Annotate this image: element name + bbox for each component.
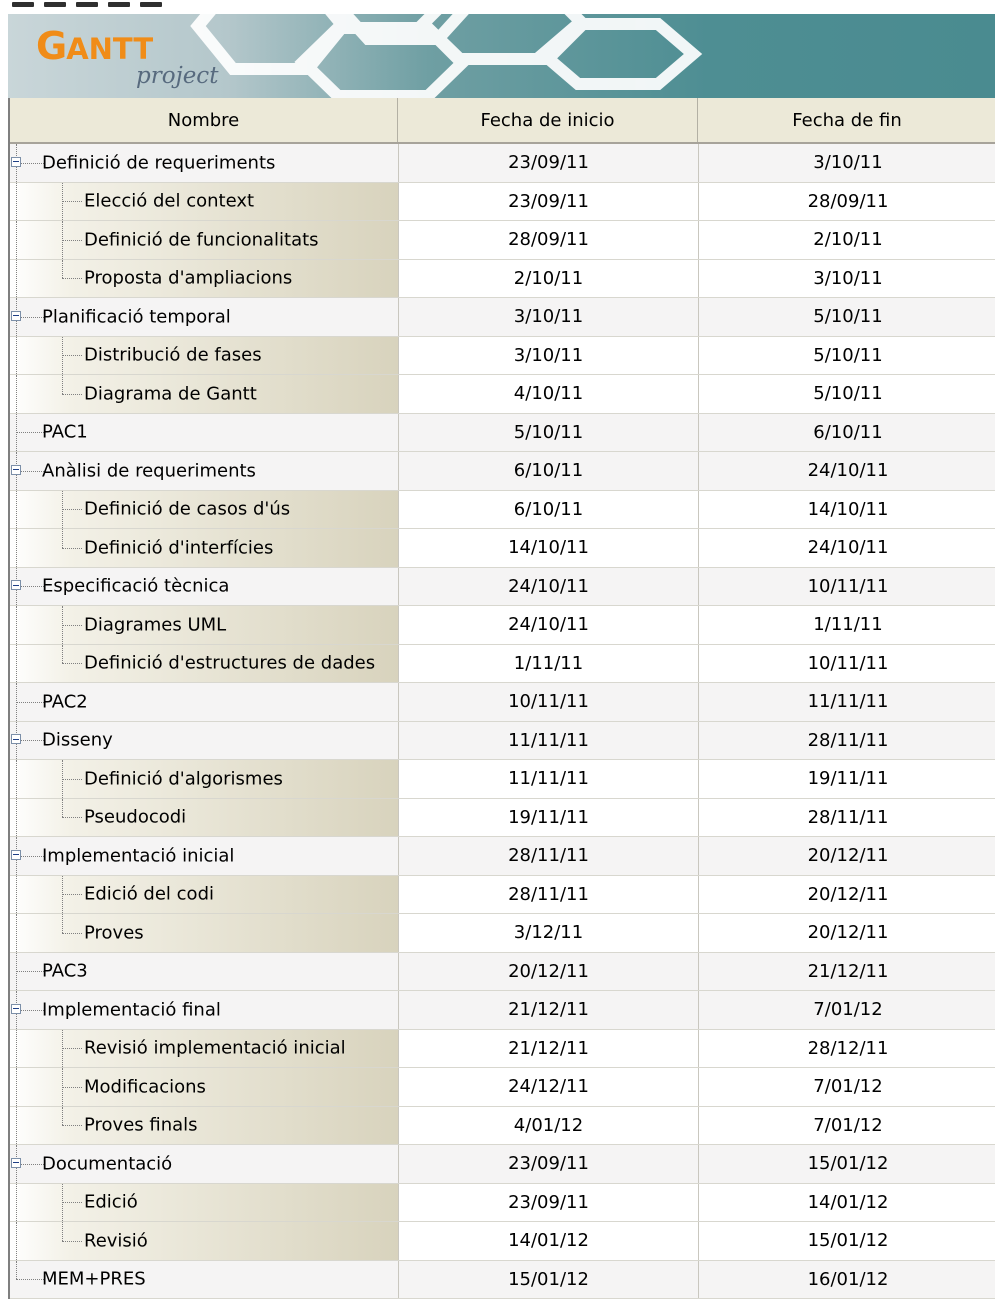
task-name: Implementació final	[42, 999, 221, 1020]
task-end-date[interactable]: 11/11/11	[698, 683, 995, 721]
strip-tab	[12, 2, 34, 7]
task-name: Definició d'algorismes	[84, 768, 283, 789]
task-name: Anàlisi de requeriments	[42, 460, 256, 481]
tree-connector	[62, 625, 82, 626]
task-table	[8, 98, 995, 1299]
tree-line	[16, 1107, 17, 1145]
task-end-date[interactable]: 6/10/11	[698, 414, 995, 452]
task-name-cell[interactable]	[10, 760, 398, 798]
tree-connector	[62, 1125, 82, 1126]
task-name-cell[interactable]	[10, 683, 398, 721]
tree-line	[16, 491, 17, 529]
app-banner	[8, 14, 995, 98]
table-row[interactable]	[10, 683, 995, 722]
task-start-date[interactable]: 2/10/11	[398, 260, 698, 298]
task-name: Definició de funcionalitats	[84, 229, 319, 250]
task-name-cell[interactable]	[10, 298, 398, 336]
tree-line	[16, 221, 17, 259]
tree-line	[16, 1261, 17, 1280]
strip-tab	[108, 2, 130, 7]
tree-line	[62, 529, 63, 548]
tree-line	[62, 645, 63, 664]
tree-line	[62, 1107, 63, 1126]
task-name-cell[interactable]	[10, 722, 398, 760]
table-row[interactable]	[10, 144, 995, 183]
task-start-date[interactable]: 11/11/11	[398, 760, 698, 798]
table-row[interactable]	[10, 1261, 995, 1299]
tree-line	[16, 183, 17, 221]
column-header-end[interactable]: Fecha de fin	[698, 98, 995, 142]
task-name: MEM+PRES	[42, 1269, 146, 1290]
task-name: Proves finals	[84, 1115, 198, 1136]
task-name-cell[interactable]	[10, 1222, 398, 1260]
tree-line	[16, 529, 17, 567]
task-name: Distribució de fases	[84, 345, 262, 366]
tree-line	[62, 799, 63, 818]
task-name-cell[interactable]	[10, 1145, 398, 1183]
collapse-icon[interactable]	[11, 734, 21, 744]
task-name-cell[interactable]	[10, 837, 398, 875]
task-start-date[interactable]: 28/11/11	[398, 837, 698, 875]
task-start-date[interactable]: 23/09/11	[398, 1184, 698, 1222]
task-end-date[interactable]: 20/12/11	[698, 876, 995, 914]
task-name-cell[interactable]	[10, 491, 398, 529]
task-name-cell[interactable]	[10, 914, 398, 952]
task-name-cell[interactable]	[10, 260, 398, 298]
tree-connector	[16, 432, 44, 433]
task-name-cell[interactable]	[10, 221, 398, 259]
task-name: Implementació inicial	[42, 845, 234, 866]
tree-connector	[62, 1087, 82, 1088]
table-header	[10, 98, 995, 144]
task-name-cell[interactable]	[10, 414, 398, 452]
table-row[interactable]	[10, 1107, 995, 1146]
task-start-date[interactable]: 24/12/11	[398, 1068, 698, 1106]
table-row[interactable]	[10, 606, 995, 645]
collapse-icon[interactable]	[11, 580, 21, 590]
table-row[interactable]	[10, 837, 995, 876]
table-row[interactable]	[10, 1222, 995, 1261]
tree-line	[16, 1068, 17, 1106]
tree-line	[16, 799, 17, 837]
task-end-date[interactable]: 1/11/11	[698, 606, 995, 644]
column-header-name[interactable]: Nombre	[10, 98, 398, 142]
tree-connector	[62, 278, 82, 279]
task-start-date[interactable]: 11/11/11	[398, 722, 698, 760]
table-row[interactable]	[10, 298, 995, 337]
task-end-date[interactable]: 24/10/11	[698, 452, 995, 490]
task-name: Disseny	[42, 730, 113, 751]
table-row[interactable]	[10, 1145, 995, 1184]
tree-line	[16, 1184, 17, 1222]
task-name-cell[interactable]	[10, 799, 398, 837]
task-name: Elecció del context	[84, 191, 254, 212]
tree-connector	[16, 1279, 44, 1280]
task-start-date[interactable]: 10/11/11	[398, 683, 698, 721]
table-row[interactable]	[10, 991, 995, 1030]
task-end-date[interactable]: 28/09/11	[698, 183, 995, 221]
tree-connector	[62, 1048, 82, 1049]
task-end-date[interactable]: 20/12/11	[698, 837, 995, 875]
table-row[interactable]	[10, 183, 995, 222]
task-rows	[10, 144, 995, 1299]
tree-connector	[62, 779, 82, 780]
task-end-date[interactable]: 7/01/12	[698, 1068, 995, 1106]
collapse-icon[interactable]	[11, 157, 21, 167]
task-name: Planificació temporal	[42, 306, 231, 327]
task-end-date[interactable]: 19/11/11	[698, 760, 995, 798]
table-row[interactable]	[10, 1030, 995, 1069]
table-row[interactable]	[10, 914, 995, 953]
task-name: PAC1	[42, 422, 88, 443]
task-end-date[interactable]: 28/11/11	[698, 722, 995, 760]
task-end-date[interactable]: 3/10/11	[698, 144, 995, 182]
task-start-date[interactable]: 24/10/11	[398, 606, 698, 644]
table-row[interactable]	[10, 876, 995, 915]
task-name-cell[interactable]	[10, 337, 398, 375]
task-start-date[interactable]: 23/09/11	[398, 144, 698, 182]
tree-connector	[62, 548, 82, 549]
task-end-date[interactable]: 7/01/12	[698, 1107, 995, 1145]
column-header-start[interactable]: Fecha de inicio	[398, 98, 698, 142]
tree-line	[16, 337, 17, 375]
table-row[interactable]	[10, 260, 995, 299]
task-end-date[interactable]: 5/10/11	[698, 375, 995, 413]
task-name: Revisió	[84, 1230, 148, 1251]
task-name-cell[interactable]	[10, 876, 398, 914]
task-end-date[interactable]: 7/01/12	[698, 991, 995, 1029]
task-name-cell[interactable]	[10, 953, 398, 991]
task-start-date[interactable]: 20/12/11	[398, 953, 698, 991]
collapse-icon[interactable]	[11, 311, 21, 321]
task-start-date[interactable]: 23/09/11	[398, 1145, 698, 1183]
task-end-date[interactable]: 2/10/11	[698, 221, 995, 259]
task-start-date[interactable]: 14/10/11	[398, 529, 698, 567]
tree-connector	[62, 201, 82, 202]
task-end-date[interactable]: 16/01/12	[698, 1261, 995, 1299]
tree-connector	[62, 240, 82, 241]
strip-tab	[76, 2, 98, 7]
task-name-cell[interactable]	[10, 375, 398, 413]
task-name-cell[interactable]	[10, 568, 398, 606]
table-row[interactable]	[10, 760, 995, 799]
task-start-date[interactable]: 3/12/11	[398, 914, 698, 952]
task-end-date[interactable]: 14/10/11	[698, 491, 995, 529]
task-start-date[interactable]: 1/11/11	[398, 645, 698, 683]
tree-line	[16, 914, 17, 952]
task-name: Diagrama de Gantt	[84, 383, 257, 404]
strip-tab	[140, 2, 162, 7]
table-row[interactable]	[10, 1184, 995, 1223]
gantt-logo-sub: project	[136, 63, 218, 89]
task-name-cell[interactable]	[10, 183, 398, 221]
tree-line	[16, 876, 17, 914]
table-row[interactable]	[10, 414, 995, 453]
task-start-date[interactable]: 15/01/12	[398, 1261, 698, 1299]
gantt-logo: GANTT	[36, 24, 153, 68]
table-row[interactable]	[10, 221, 995, 260]
tree-line	[62, 1222, 63, 1241]
task-name-cell[interactable]	[10, 1030, 398, 1068]
task-name-cell[interactable]	[10, 529, 398, 567]
task-start-date[interactable]: 23/09/11	[398, 183, 698, 221]
task-name: Definició d'estructures de dades	[84, 653, 375, 674]
table-row[interactable]	[10, 953, 995, 992]
tree-connector	[62, 1241, 82, 1242]
tree-connector	[62, 355, 82, 356]
task-end-date[interactable]: 3/10/11	[698, 260, 995, 298]
tree-connector	[62, 509, 82, 510]
tree-line	[62, 260, 63, 279]
collapse-icon[interactable]	[11, 465, 21, 475]
task-name: Definició de requeriments	[42, 152, 275, 173]
table-row[interactable]	[10, 568, 995, 607]
tree-connector	[62, 933, 82, 934]
table-row[interactable]	[10, 722, 995, 761]
task-name-cell[interactable]	[10, 144, 398, 182]
task-end-date[interactable]: 14/01/12	[698, 1184, 995, 1222]
task-name: Proves	[84, 922, 144, 943]
tree-connector	[62, 894, 82, 895]
task-name: Especificació tècnica	[42, 576, 229, 597]
tree-connector	[62, 817, 82, 818]
task-name-cell[interactable]	[10, 645, 398, 683]
task-end-date[interactable]: 15/01/12	[698, 1145, 995, 1183]
strip-tab	[44, 2, 66, 7]
window-top-strip	[0, 0, 995, 14]
task-start-date[interactable]: 28/09/11	[398, 221, 698, 259]
task-name: Documentació	[42, 1153, 172, 1174]
task-name: Definició de casos d'ús	[84, 499, 290, 520]
task-name: PAC2	[42, 691, 88, 712]
tree-line	[16, 1222, 17, 1260]
table-row[interactable]	[10, 529, 995, 568]
task-start-date[interactable]: 24/10/11	[398, 568, 698, 606]
tree-line	[16, 1030, 17, 1068]
table-row[interactable]	[10, 1068, 995, 1107]
task-start-date[interactable]: 4/01/12	[398, 1107, 698, 1145]
collapse-icon[interactable]	[11, 1004, 21, 1014]
task-start-date[interactable]: 14/01/12	[398, 1222, 698, 1260]
task-name: Modificacions	[84, 1076, 206, 1097]
task-start-date[interactable]: 3/10/11	[398, 337, 698, 375]
task-name: Definició d'interfícies	[84, 537, 273, 558]
task-start-date[interactable]: 21/12/11	[398, 991, 698, 1029]
task-end-date[interactable]: 24/10/11	[698, 529, 995, 567]
task-name-cell[interactable]	[10, 452, 398, 490]
tree-connector	[62, 394, 82, 395]
tree-line	[16, 606, 17, 644]
table-row[interactable]	[10, 645, 995, 684]
task-name-cell[interactable]	[10, 1261, 398, 1299]
task-start-date[interactable]: 5/10/11	[398, 414, 698, 452]
task-end-date[interactable]: 5/10/11	[698, 298, 995, 336]
task-end-date[interactable]: 28/12/11	[698, 1030, 995, 1068]
tree-line	[16, 760, 17, 798]
table-row[interactable]	[10, 799, 995, 838]
task-start-date[interactable]: 19/11/11	[398, 799, 698, 837]
tree-connector	[16, 702, 44, 703]
task-end-date[interactable]: 21/12/11	[698, 953, 995, 991]
table-row[interactable]	[10, 491, 995, 530]
task-name: Edició	[84, 1192, 138, 1213]
tree-line	[16, 645, 17, 683]
task-start-date[interactable]: 4/10/11	[398, 375, 698, 413]
task-name-cell[interactable]	[10, 991, 398, 1029]
task-end-date[interactable]: 15/01/12	[698, 1222, 995, 1260]
task-end-date[interactable]: 20/12/11	[698, 914, 995, 952]
collapse-icon[interactable]	[11, 1158, 21, 1168]
task-name-cell[interactable]	[10, 1107, 398, 1145]
tree-line	[16, 260, 17, 298]
task-name: Proposta d'ampliacions	[84, 268, 292, 289]
task-start-date[interactable]: 28/11/11	[398, 876, 698, 914]
collapse-icon[interactable]	[11, 850, 21, 860]
task-end-date[interactable]: 10/11/11	[698, 645, 995, 683]
task-name: Diagrames UML	[84, 614, 226, 635]
task-start-date[interactable]: 21/12/11	[398, 1030, 698, 1068]
tree-connector	[62, 663, 82, 664]
task-start-date[interactable]: 6/10/11	[398, 452, 698, 490]
task-name: PAC3	[42, 961, 88, 982]
tree-connector	[62, 1202, 82, 1203]
tree-line	[16, 375, 17, 413]
tree-line	[62, 914, 63, 933]
table-row[interactable]	[10, 452, 995, 491]
task-end-date[interactable]: 5/10/11	[698, 337, 995, 375]
task-name-cell[interactable]	[10, 1184, 398, 1222]
task-name-cell[interactable]	[10, 1068, 398, 1106]
task-end-date[interactable]: 28/11/11	[698, 799, 995, 837]
table-row[interactable]	[10, 375, 995, 414]
task-name-cell[interactable]	[10, 606, 398, 644]
task-start-date[interactable]: 3/10/11	[398, 298, 698, 336]
task-name: Revisió implementació inicial	[84, 1038, 346, 1059]
task-start-date[interactable]: 6/10/11	[398, 491, 698, 529]
tree-line	[62, 375, 63, 394]
task-end-date[interactable]: 10/11/11	[698, 568, 995, 606]
task-name: Pseudocodi	[84, 807, 186, 828]
tree-connector	[16, 971, 44, 972]
table-row[interactable]	[10, 337, 995, 376]
task-name: Edició del codi	[84, 884, 214, 905]
